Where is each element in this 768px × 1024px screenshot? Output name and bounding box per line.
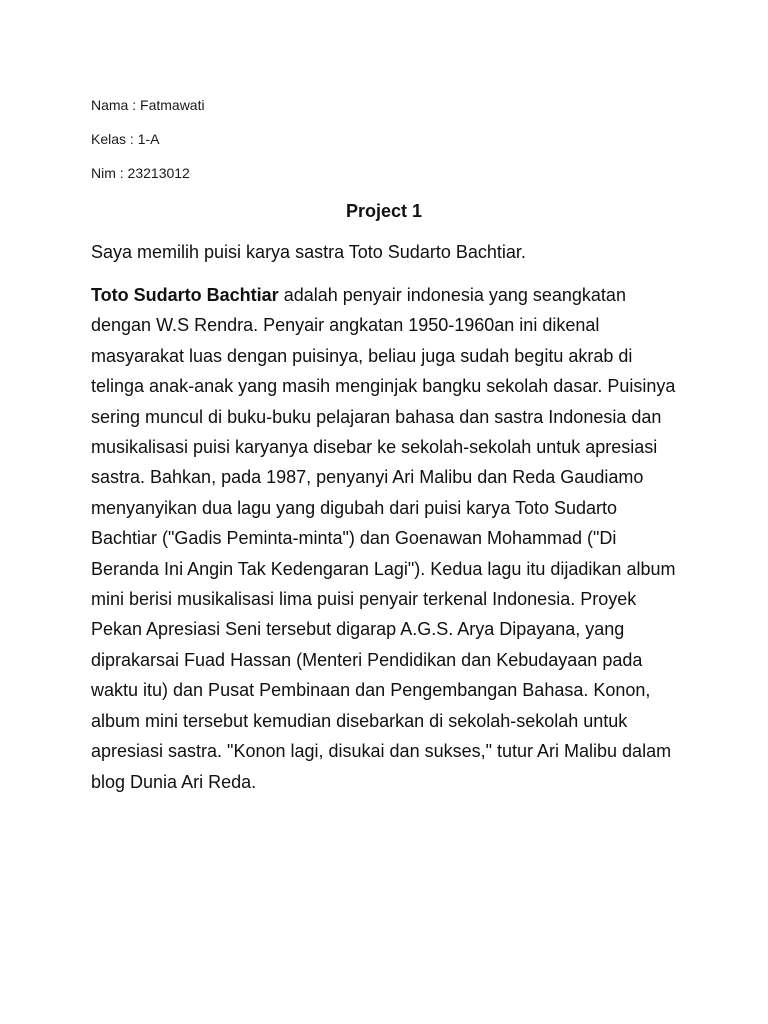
student-nim-line: Nim : 23213012 xyxy=(91,165,190,181)
body-text: adalah penyair indonesia yang seangkatan dengan W.S Rendra. Penyair angkatan 1950-1960an ini dikenal masyarakat luas dengan puisinya, beliau juga sudah begitu akrab di telinga anak-anak yang masih menginjak bangku sekolah dasar. Puisinya sering muncul di buku-buku pelajaran bahasa dan sastra Indonesia dan musikalisasi puisi karyanya disebar ke sekolah-sekolah untuk apresiasi sastra. Bahkan, pada 1987, penyanyi Ari Malibu dan Reda Gaudiamo menyanyikan dua lagu yang digubah dari puisi karya Toto Sudarto Bachtiar ("Gadis Peminta-minta") dan Goenawan Mohammad ("Di Beranda Ini Angin Tak Kedengaran Lagi"). Kedua lagu itu dijadikan album mini berisi musikalisasi lima puisi penyair terkenal Indonesia. Proyek Pekan Apresiasi Seni tersebut digarap A.G.S. Arya Dipayana, yang diprakarsai Fuad Hassan (Menteri Pendidikan dan Kebudayaan pada waktu itu) dan Pusat Pembinaan dan Pengembangan Bahasa. Konon, album mini tersebut kemudian disebarkan di sekolah-sekolah untuk apresiasi sastra. "Konon lagi, disukai dan sukses," tutur Ari Malibu dalam blog Dunia Ari Reda. xyxy=(91,285,676,792)
intro-paragraph: Saya memilih puisi karya sastra Toto Sudarto Bachtiar. xyxy=(91,242,526,262)
student-class-line: Kelas : 1-A xyxy=(91,131,160,147)
student-name-line: Nama : Fatmawati xyxy=(91,97,205,113)
body-paragraph xyxy=(91,280,681,797)
poet-name-bold: Toto Sudarto Bachtiar xyxy=(91,285,279,305)
document-title: Project 1 xyxy=(345,201,423,221)
